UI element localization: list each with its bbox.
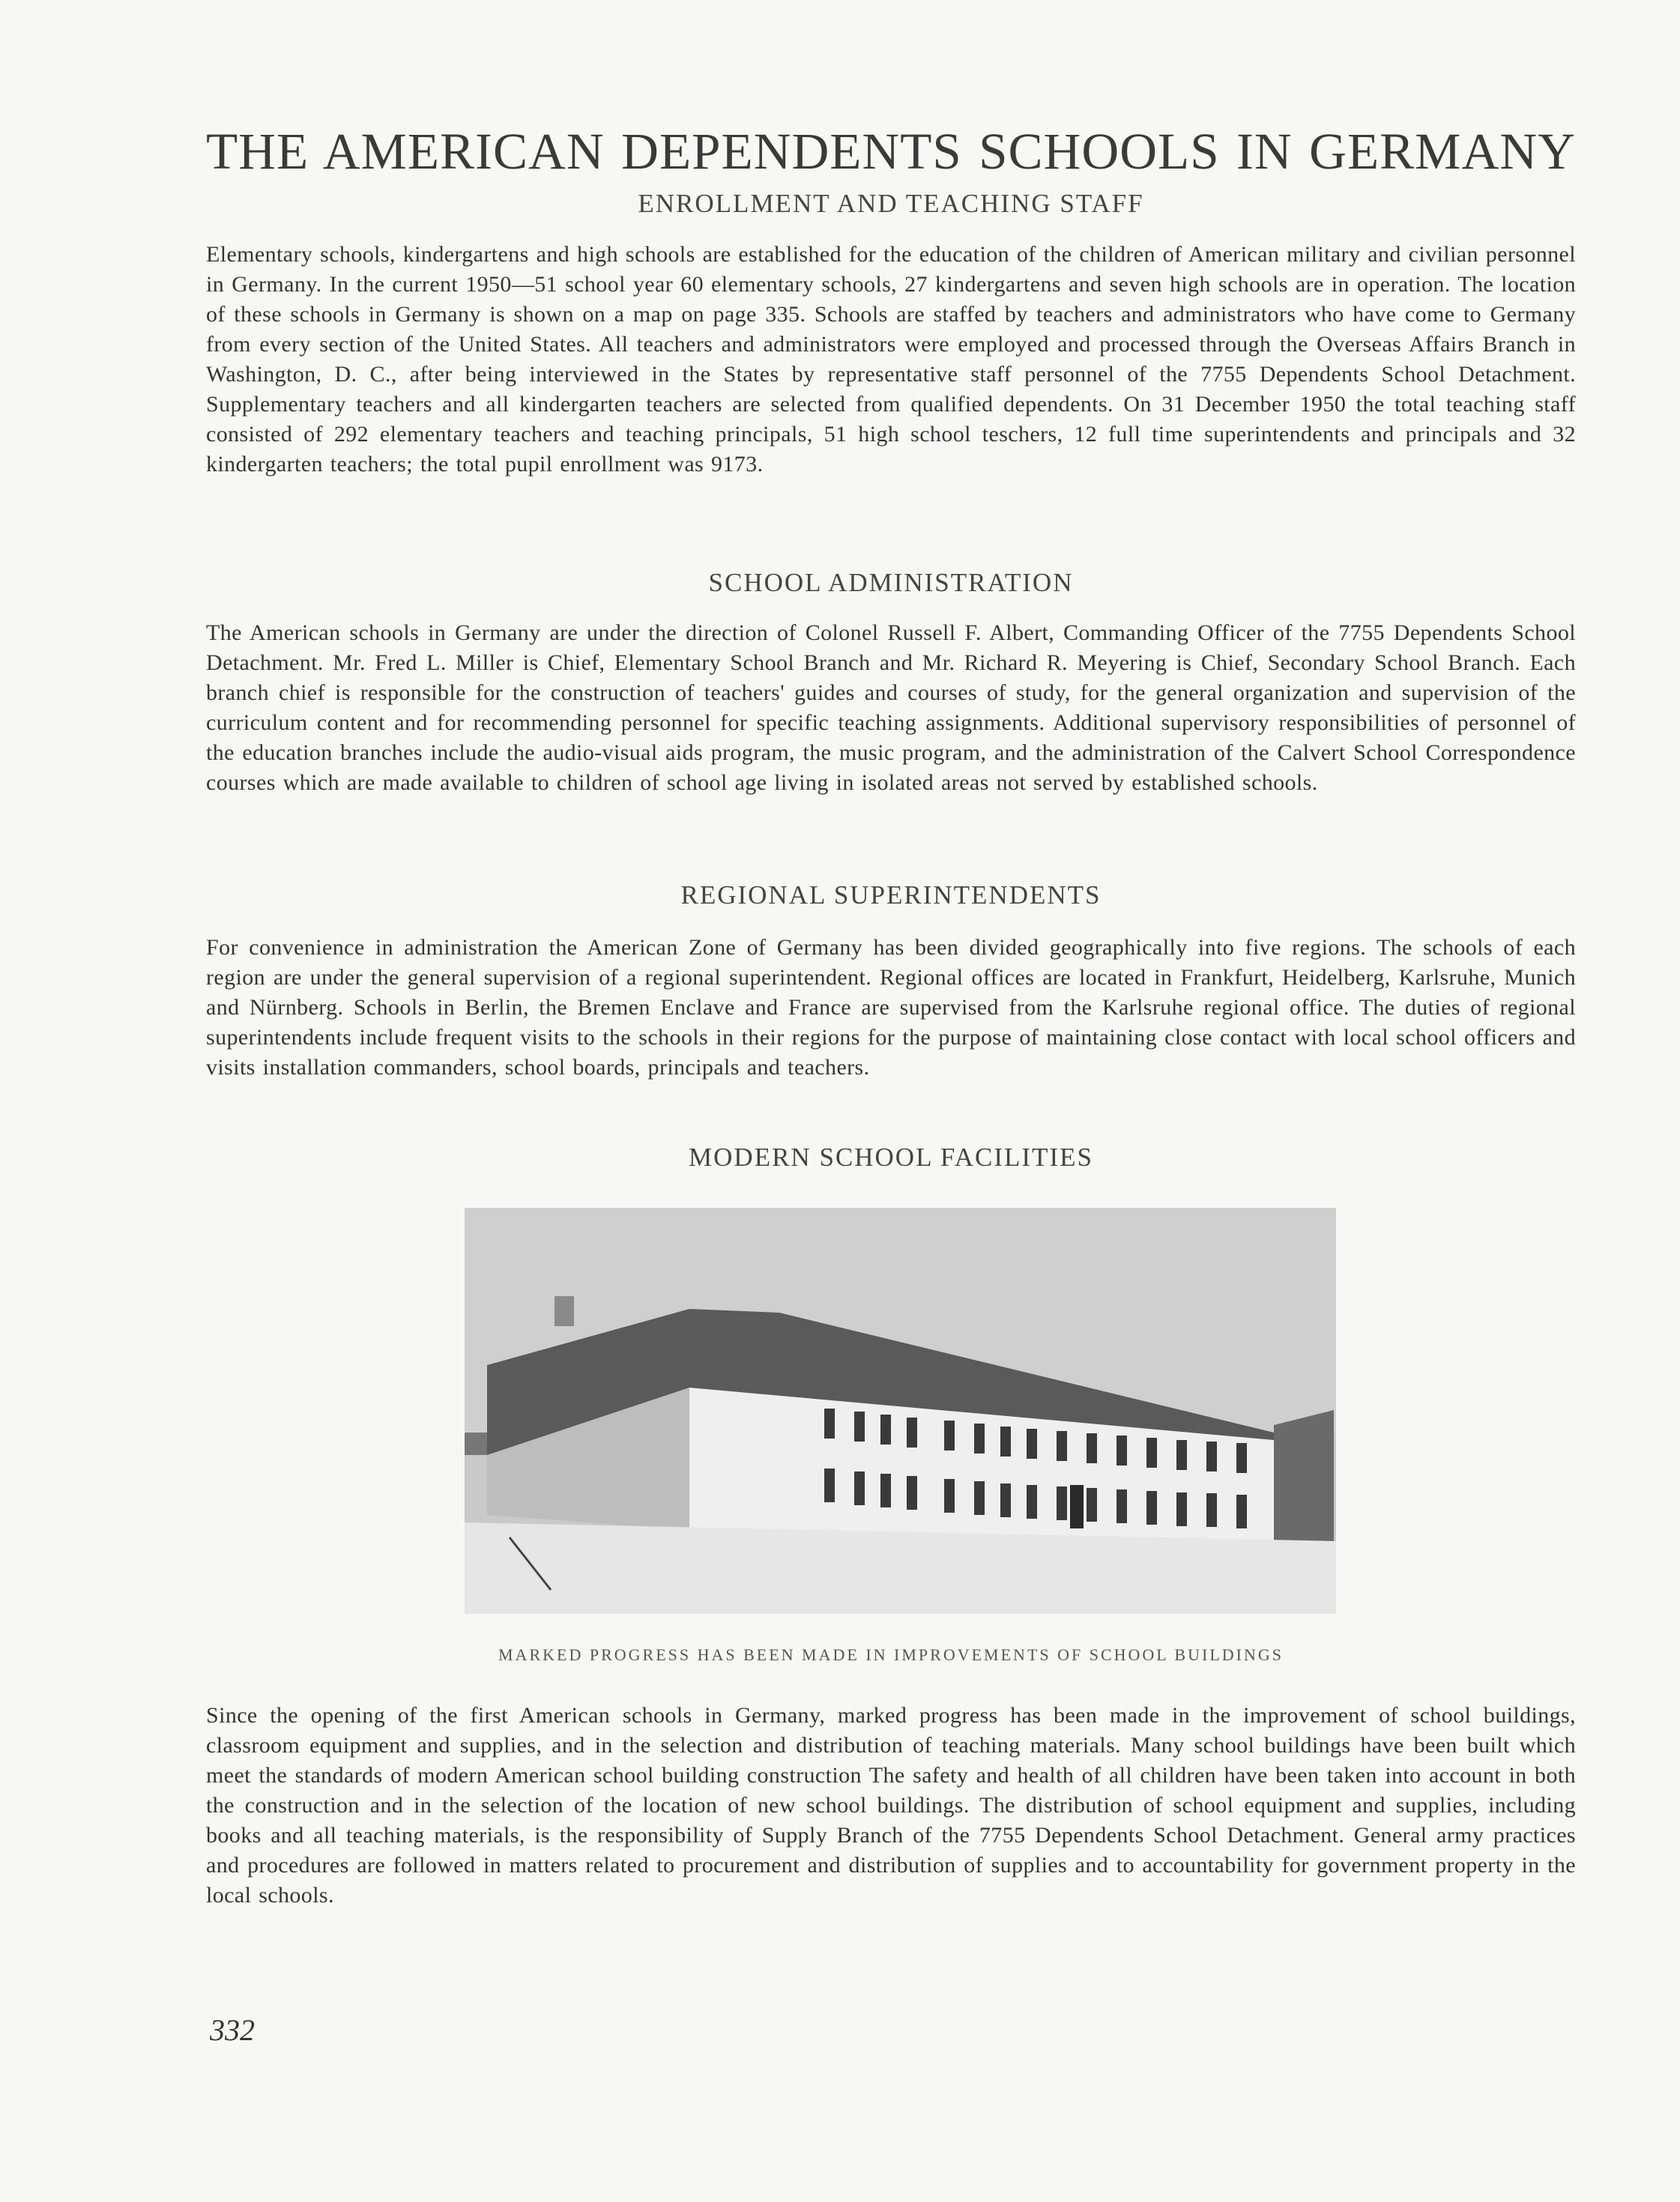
section-text-regional: For convenience in administration the American Zone of Germany has been divided geographically into five regions. The schools of each region are under the general supervision of a regional superintendent. Regional offices are located in Frankfurt, Heidelberg, Karlsruhe, Munich and Nürnberg. Schools in Berlin, the Bremen Enclave and France are supervised from the Karlsruhe regional office. The duties of regional superintendents include frequent visits to the schools in their regions for the purpose of maintaining close contact with local school officers and visits installation commanders, school boards, principals and teachers. [206, 935, 1576, 1080]
page-number: 332 [210, 2013, 255, 2047]
school-building-photo [465, 1208, 1336, 1614]
section-text-facilities: Since the opening of the first American schools in Germany, marked progress has been made in the improvement of school buildings, classroom equipment and supplies, and in the selection and distribution of teaching materials. Many school buildings have been built which meet the standards of modern American school building construction The safety and health of all children have been taken into account in both the construction and in the selection of the location of new school buildings. The distribution of school equipment and supplies, including books and all teaching materials, is the responsibility of Supply Branch of the 7755 Dependents School Detachment. General army practices and procedures are followed in matters related to procurement and distribution of supplies and to accountability for government property in the local schools. [206, 1703, 1576, 1908]
section-heading-enrollment: ENROLLMENT AND TEACHING STAFF [638, 189, 1144, 218]
school-building-illustration [465, 1208, 1336, 1614]
figure-caption: MARKED PROGRESS HAS BEEN MADE IN IMPROVEMENTS OF SCHOOL BUILDINGS [498, 1645, 1284, 1664]
section-text-enrollment: Elementary schools, kindergartens and high schools are established for the education of the children of American military and civilian personnel in Germany. In the current 1950—51 school year 60 elementary schools, 27 kindergartens and seven high schools are in operation. The location of these schools in Germany is shown on a map on page 335. Schools are staffed by teachers and administrators who have come to Germany from every section of the United States. All teachers and administrators were employed and processed through the Overseas Affairs Branch in Washington, D. C., after being interviewed in the States by representative staff personnel of the 7755 Dependents School Detachment. Supplementary teachers and all kindergarten teachers are selected from qualified dependents. On 31 December 1950 the total teaching staff consisted of 292 elementary teachers and teaching principals, 51 high school teschers, 12 full time superintendents and principals and 32 kindergarten teachers; the total pupil enrollment was 9173. [206, 242, 1576, 477]
page-title: THE AMERICAN DEPENDENTS SCHOOLS IN GERMANY [206, 123, 1576, 181]
chimney [555, 1296, 574, 1326]
section-text-administration: The American schools in Germany are under the direction of Colonel Russell F. Albert, Commanding Officer of the 7755 Dependents School Detachment. Mr. Fred L. Miller is Chief, Elementary School Branch and Mr. Richard R. Meyering is Chief, Secondary School Branch. Each branch chief is responsible for the construction of teachers' guides and courses of study, for the general organization and supervision of the curriculum content and for recommending personnel for specific teaching assignments. Additional supervisory responsibilities of personnel of the education branches include the audio-visual aids program, the music program, and the administration of the Calvert School Correspondence courses which are made available to children of school age living in isolated areas not served by established schools. [206, 620, 1576, 795]
section-heading-regional: REGIONAL SUPERINTENDENTS [680, 880, 1102, 910]
section-heading-administration: SCHOOL ADMINISTRATION [708, 568, 1074, 597]
door [1070, 1485, 1084, 1528]
section-heading-facilities: MODERN SCHOOL FACILITIES [689, 1143, 1093, 1172]
